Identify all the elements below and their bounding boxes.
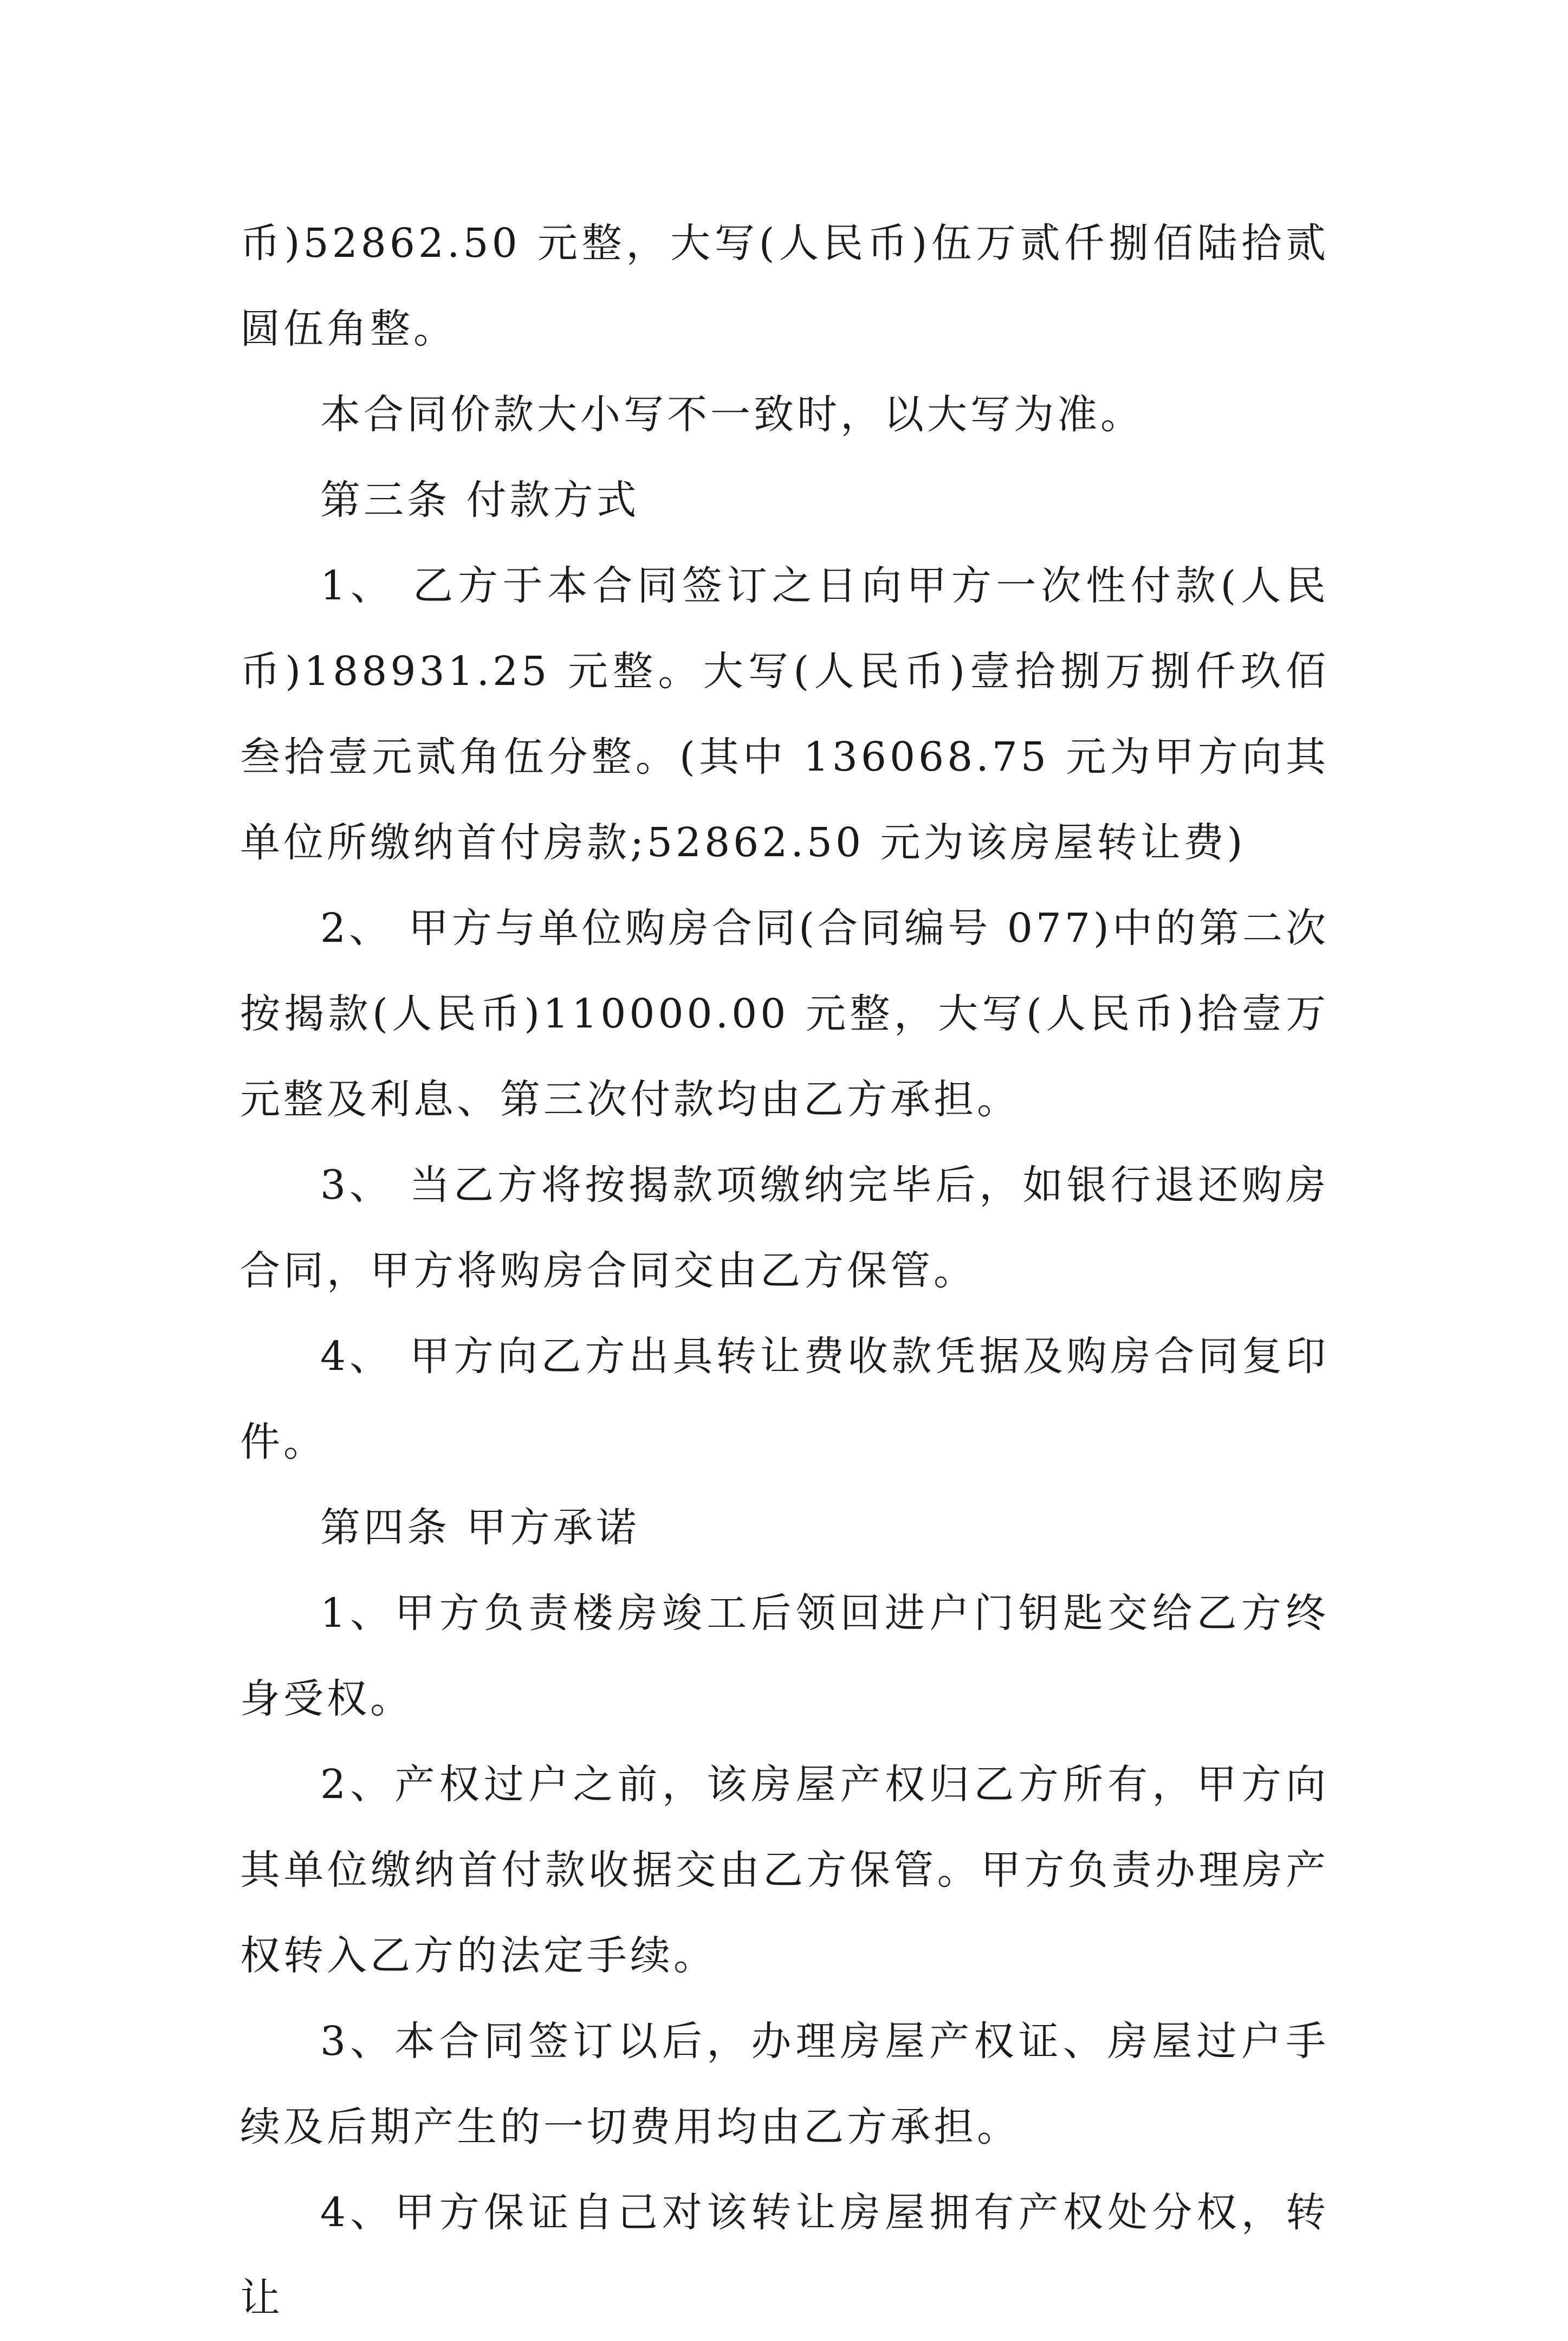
article-4-title: 第四条 甲方承诺 [320, 1504, 640, 1551]
article-4-item-3: 3、本合同签订以后，办理房屋产权证、房屋过户手续及后期产生的一切费用均由乙方承担。 [240, 2018, 1329, 2150]
article-4-item-1: 1、甲方负责楼房竣工后领回进户门钥匙交给乙方终身受权。 [240, 1590, 1329, 1722]
paragraph-price-note: 本合同价款大小写不一致时，以大写为准。 [320, 391, 1144, 438]
article-3-item-1: 1、 乙方于本合同签订之日向甲方一次性付款(人民币)188931.25 元整。大写(人民币)壹拾捌万捌仟玖佰叁拾壹元贰角伍分整。(其中 136068.75 元为甲方向其单位所缴纳首付房款;52862.50 元为该房屋转让费) [240, 562, 1329, 866]
article-3-item-4: 4、 甲方向乙方出具转让费收款凭据及购房合同复印件。 [240, 1333, 1329, 1465]
contract-body [240, 201, 1329, 2341]
article-4-item-4: 4、甲方保证自己对该转让房屋拥有产权处分权，转让 [240, 2189, 1329, 2321]
article-3-title: 第三条 付款方式 [320, 477, 640, 523]
paragraph-amount-continuation: 币)52862.50 元整，大写(人民币)伍万贰仟捌佰陆拾贰圆伍角整。 [240, 220, 1329, 352]
article-3-item-3: 3、 当乙方将按揭款项缴纳完毕后，如银行退还购房合同，甲方将购房合同交由乙方保管。 [240, 1162, 1329, 1294]
article-3-item-2: 2、 甲方与单位购房合同(合同编号 077)中的第二次按揭款(人民币)110000.00 元整，大写(人民币)拾壹万元整及利息、第三次付款均由乙方承担。 [240, 905, 1329, 1123]
article-4-item-2: 2、产权过户之前，该房屋产权归乙方所有，甲方向其单位缴纳首付款收据交由乙方保管。甲方负责办理房产权转入乙方的法定手续。 [240, 1761, 1329, 1979]
